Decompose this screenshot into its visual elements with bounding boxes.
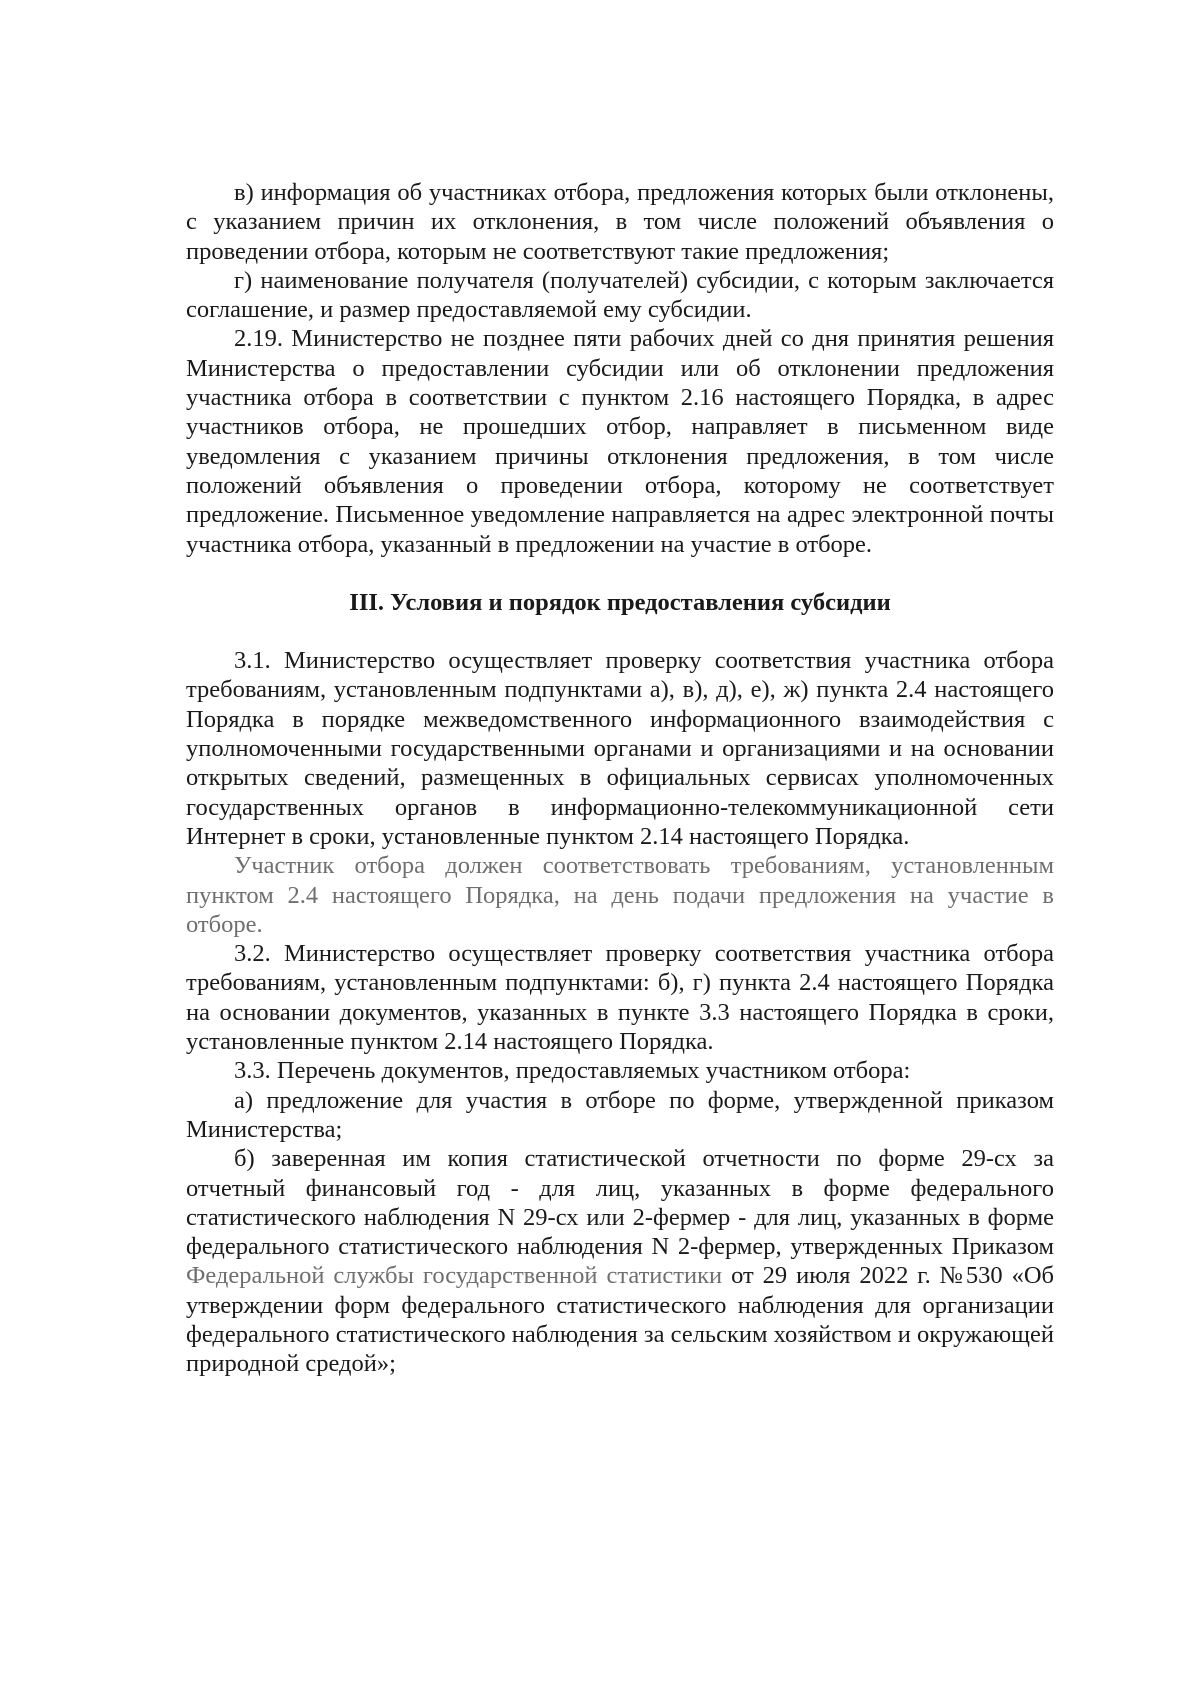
section-heading: III. Условия и порядок предоставления субсидии (349, 588, 891, 616)
document-page (186, 178, 1054, 1379)
paragraph-3-2: 3.2. Министерство осуществляет проверку соответствия участника отбора требованиям, установленным подпунктами: б), г) пункта 2.4 настоящего Порядка на основании документов, указанных в пункте 3.3 настоящего Порядка в сроки, установленные пунктом 2.14 настоящего Порядка. (186, 940, 1054, 1056)
paragraph-v: в) информация об участниках отбора, предложения которых были отклонены, с указанием причин их отклонения, в том числе положений объявления о проведении отбора, которым не соответствуют такие предложения; (186, 179, 1054, 265)
paragraph-3-1: 3.1. Министерство осуществляет проверку соответствия участника отбора требованиям, установленным подпунктами а), в), д), е), ж) пункта 2.4 настоящего Порядка в порядке межведомственного информационного взаимодействия с уполномоченными государственными органами и организациями и на основании открытых сведений, размещенных в официальных сервисах уполномоченных государственных органов в информационно-телекоммуникационной сети Интернет в сроки, установленные пунктом 2.14 настоящего Порядка. (186, 647, 1054, 850)
paragraph-b (186, 1144, 1054, 1378)
paragraph-b-text-1: б) заверенная им копия статистической отчетности по форме 29-сх за отчетный финансовый год - для лиц, указанных в форме федерального статистического наблюдения N 29-сх или 2-фермер - для лиц, указанных в форме федерального статистического наблюдения N 2-фермер, утвержденных Приказом (186, 1145, 1054, 1261)
paragraph-b-agency-name: Федеральной службы государственной статистики (186, 1262, 723, 1290)
paragraph-participant-requirement: Участник отбора должен соответствовать требованиям, установленным пунктом 2.4 настоящего Порядка, на день подачи предложения на участие в отборе. (186, 852, 1054, 938)
paragraph-2-19: 2.19. Министерство не позднее пяти рабочих дней со дня принятия решения Министерства о предоставлении субсидии или об отклонении предложения участника отбора в соответствии с пунктом 2.16 настоящего Порядка, в адрес участников отбора, не прошедших отбор, направляет в письменном виде уведомления с указанием причины отклонения предложения, в том числе положений объявления о проведении отбора, которому не соответствует предложение. Письменное уведомление направляется на адрес электронной почты участника отбора, указанный в предложении на участие в отборе. (186, 325, 1054, 558)
paragraph-b-text-2: от 29 июля 2022 г. №530 «Об утверждении форм федерального статистического наблюдения для организации федерального статистического наблюдения за сельским хозяйством и окружающей природной средой»; (186, 1262, 1054, 1378)
paragraph-3-3: 3.3. Перечень документов, предоставляемых участником отбора: (234, 1057, 911, 1085)
paragraph-g: г) наименование получателя (получателей) субсидии, с которым заключается соглашение, и размер предоставляемой ему субсидии. (186, 266, 1054, 324)
paragraph-a: а) предложение для участия в отборе по форме, утвержденной приказом Министерства; (186, 1086, 1054, 1143)
